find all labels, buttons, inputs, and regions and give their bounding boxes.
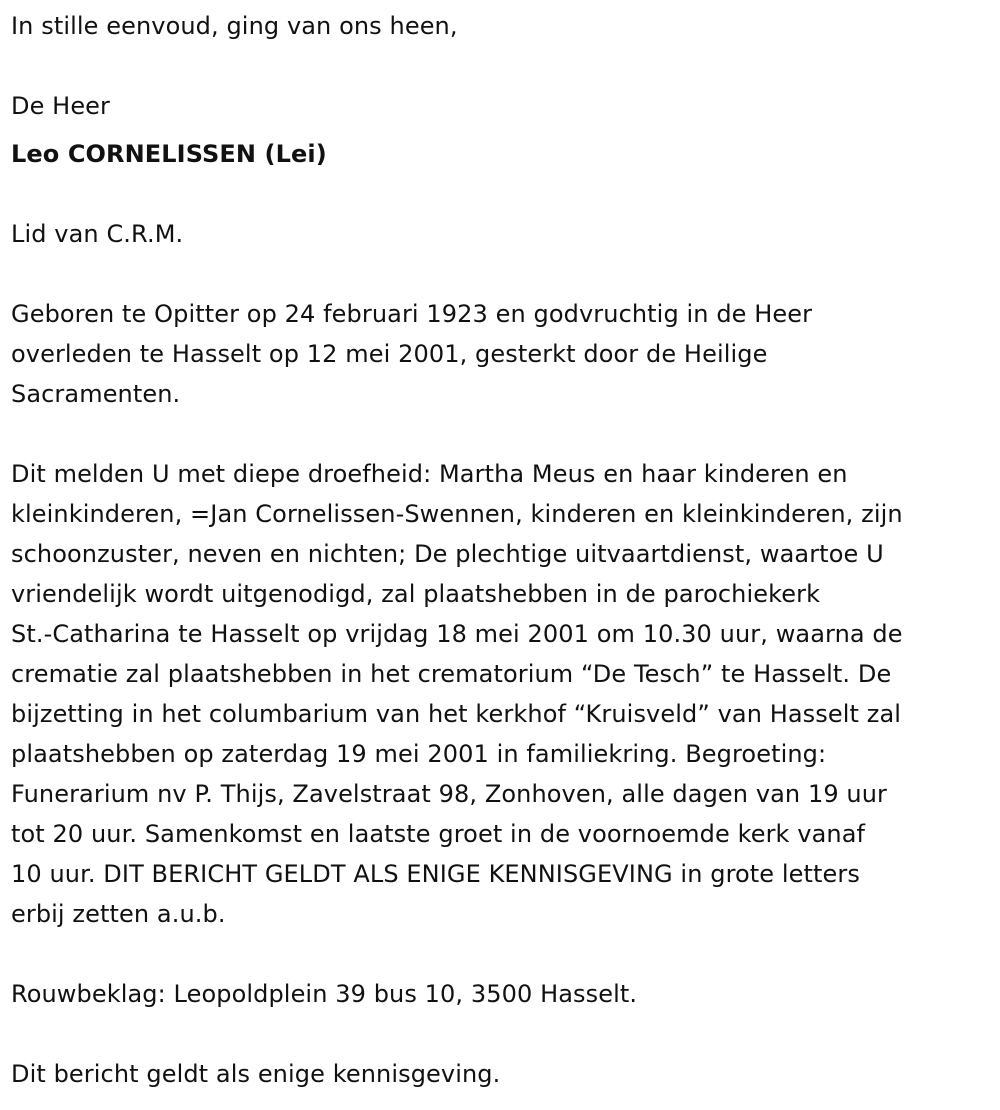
announcement-line: Dit melden U met diepe droefheid: Martha Meus en haar kinderen en [11, 460, 848, 488]
intro-line: In stille eenvoud, ging van ons heen, [11, 12, 458, 40]
announcement-line: vriendelijk wordt uitgenodigd, zal plaatshebben in de parochiekerk [11, 580, 821, 608]
condolence-address: Rouwbeklag: Leopoldplein 39 bus 10, 3500 Hasselt. [11, 980, 638, 1008]
announcement-line: erbij zetten a.u.b. [11, 900, 226, 928]
salutation: De Heer [11, 92, 111, 120]
announcement-line: Funerarium nv P. Thijs, Zavelstraat 98, Zonhoven, alle dagen van 19 uur [11, 780, 888, 808]
announcement-line: tot 20 uur. Samenkomst en laatste groet in de voornoemde kerk vanaf [11, 820, 866, 848]
announcement-line: crematie zal plaatshebben in het crematorium “De Tesch” te Hasselt. De [11, 660, 892, 688]
announcement-line: plaatshebben op zaterdag 19 mei 2001 in familiekring. Begroeting: [11, 740, 827, 768]
announcement-line: 10 uur. DIT BERICHT GELDT ALS ENIGE KENNISGEVING in grote letters [11, 860, 860, 888]
birth-death-line: Sacramenten. [11, 380, 181, 408]
birth-death-line: overleden te Hasselt op 12 mei 2001, gesterkt door de Heilige [11, 340, 768, 368]
closing-line: Dit bericht geldt als enige kennisgeving. [11, 1060, 501, 1088]
membership-line: Lid van C.R.M. [11, 220, 184, 248]
announcement-line: kleinkinderen, =Jan Cornelissen-Swennen, kinderen en kleinkinderen, zijn [11, 500, 903, 528]
announcement-line: St.-Catharina te Hasselt op vrijdag 18 mei 2001 om 10.30 uur, waarna de [11, 620, 903, 648]
birth-death-line: Geboren te Opitter op 24 februari 1923 en godvruchtig in de Heer [11, 300, 813, 328]
announcement-line: bijzetting in het columbarium van het kerkhof “Kruisveld” van Hasselt zal [11, 700, 902, 728]
announcement-line: schoonzuster, neven en nichten; De plechtige uitvaartdienst, waartoe U [11, 540, 884, 568]
deceased-name: Leo CORNELISSEN (Lei) [11, 140, 327, 168]
